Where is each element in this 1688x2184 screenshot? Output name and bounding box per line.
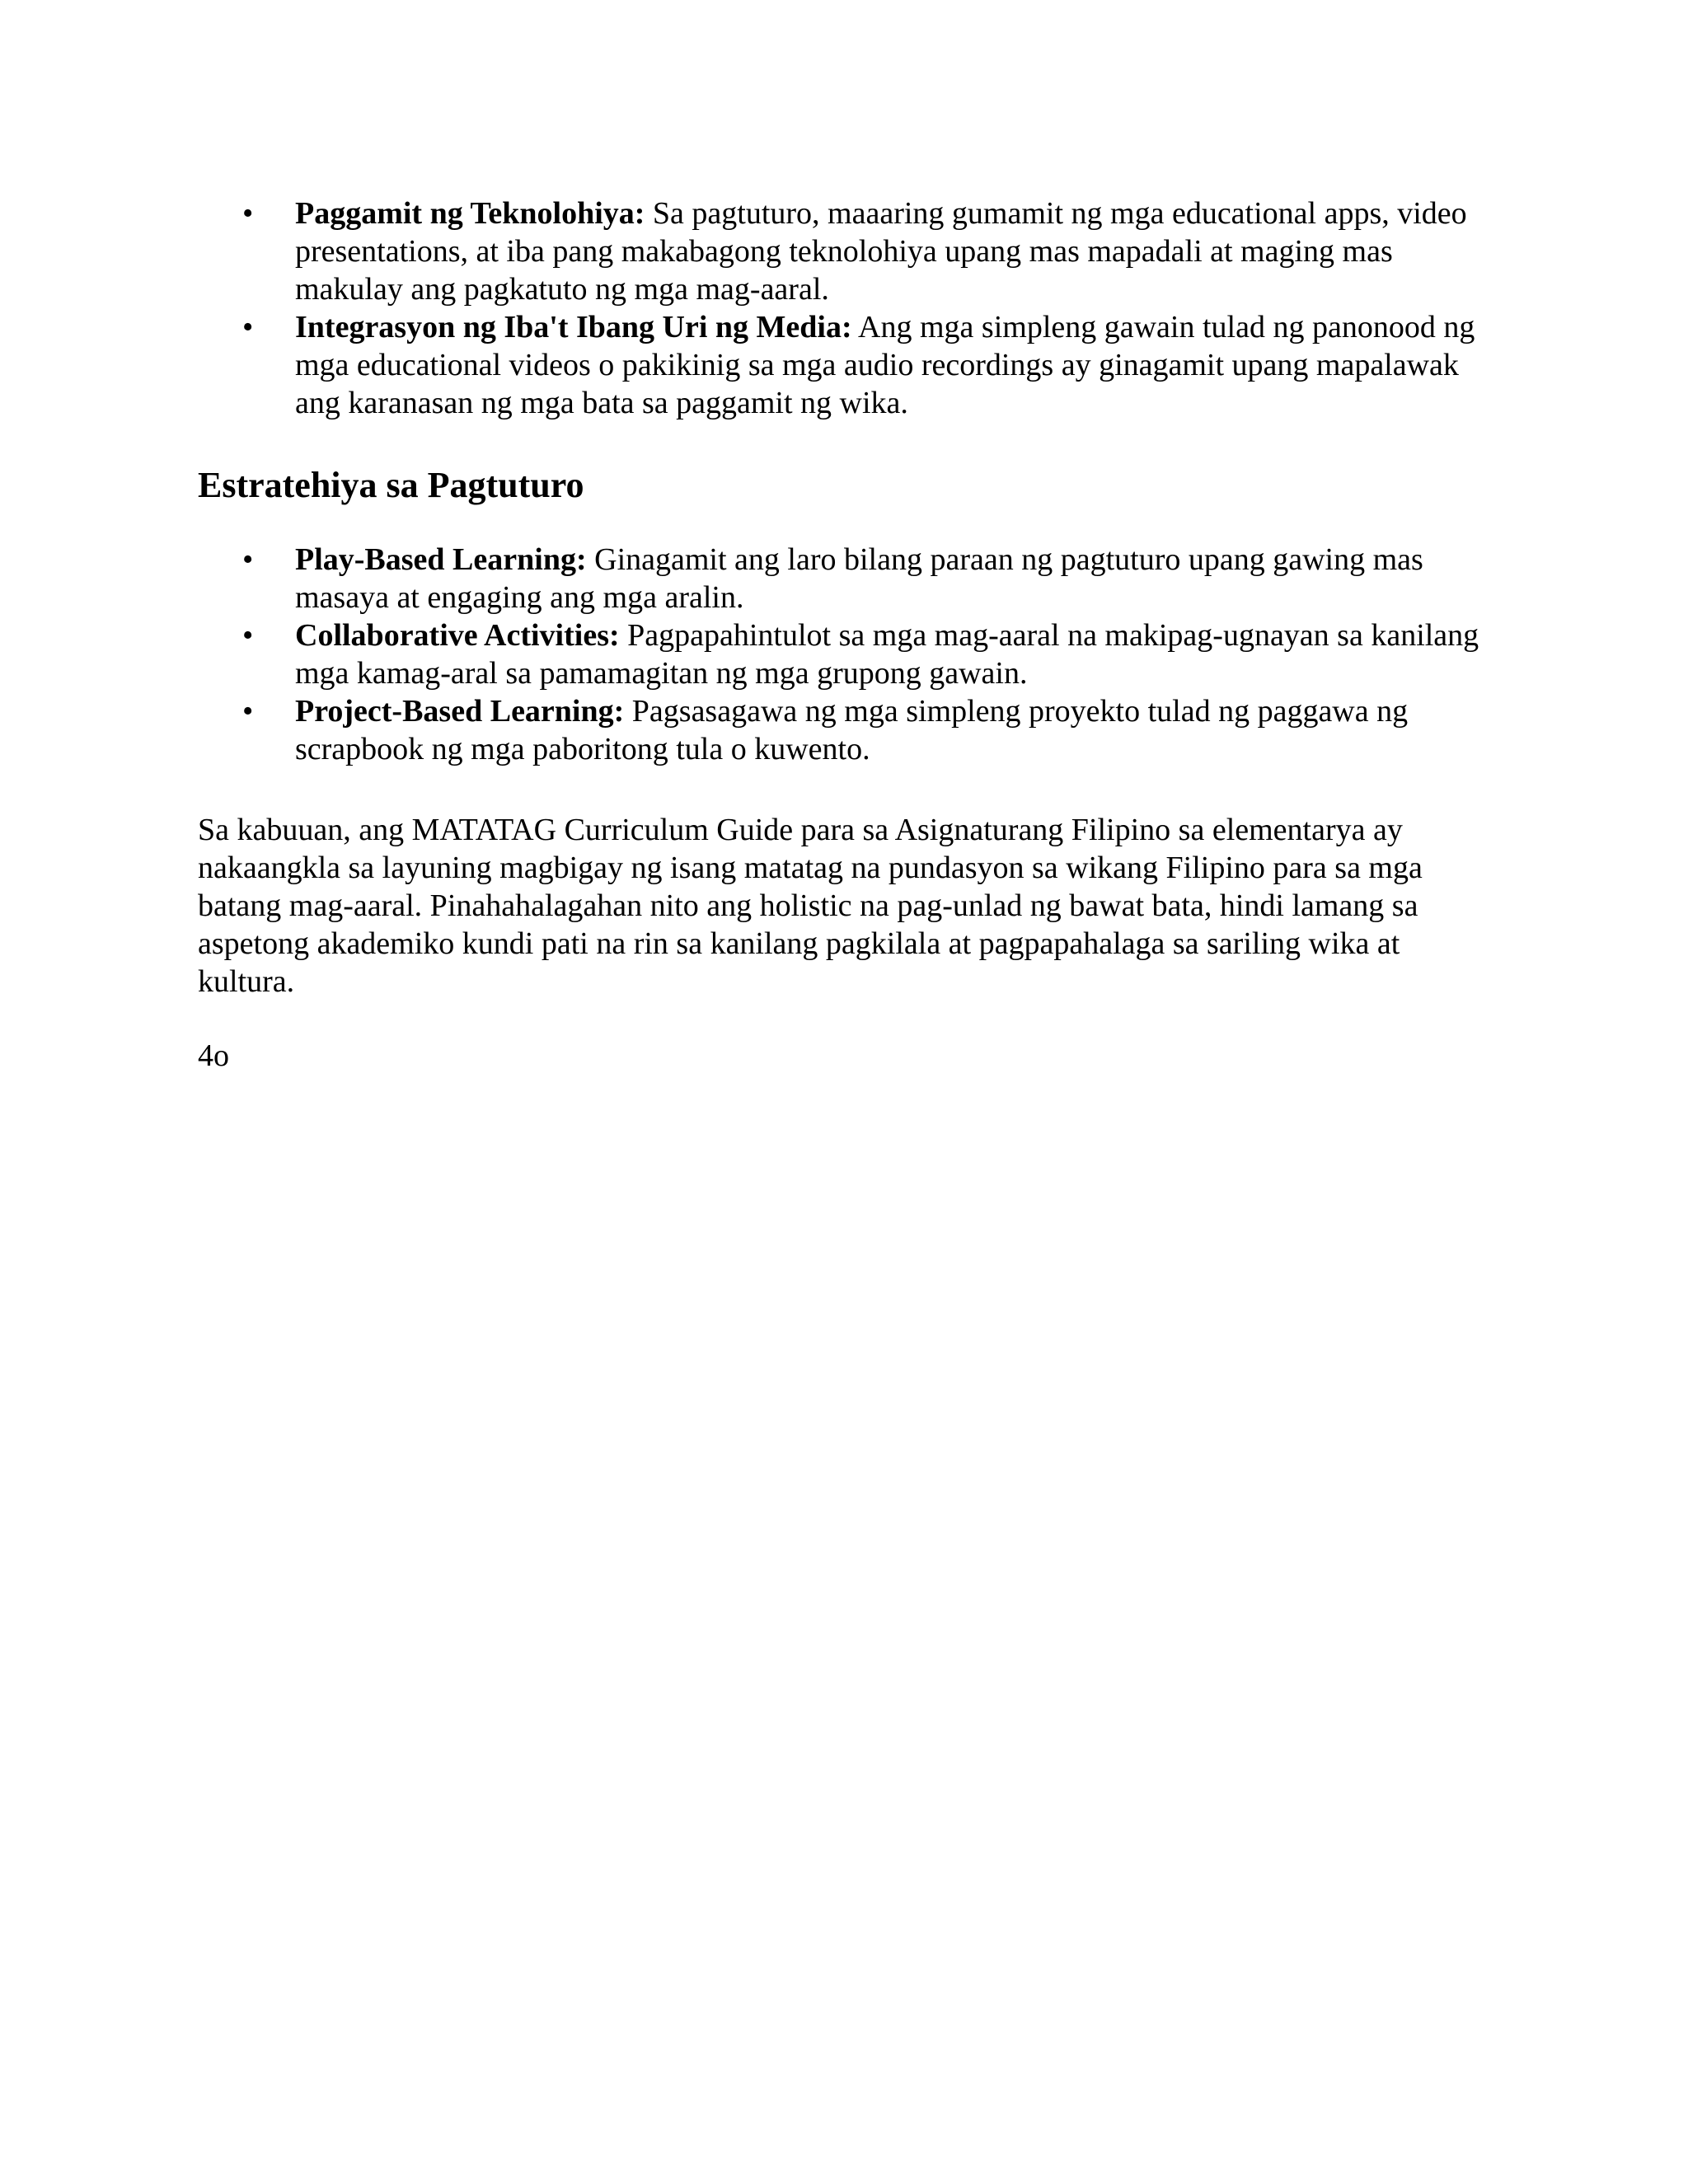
list-item bbox=[198, 194, 1500, 308]
bullet-icon: • bbox=[242, 196, 254, 231]
list-item-text: Pagsasagawa ng mga simpleng proyekto tulad ng paggawa ng scrapbook ng mga paboritong tula o kuwento. bbox=[295, 694, 1409, 766]
list-item-text: Sa pagtuturo, maaaring gumamit ng mga educational apps, video presentations, at iba pang makabagong teknolohiya upang mas mapadali at maging mas makulay ang pagkatuto ng mga mag-aaral. bbox=[295, 196, 1467, 307]
bullet-icon: • bbox=[242, 694, 254, 729]
list-item bbox=[198, 616, 1500, 692]
list-item-text: Ang mga simpleng gawain tulad ng panonood ng mga educational videos o pakikinig sa mga audio recordings ay ginagamit upang mapalawak ang karanasan ng mga bata sa paggamit ng wika. bbox=[295, 310, 1475, 420]
list-item-term: Paggamit ng Teknolohiya: bbox=[295, 196, 645, 231]
list-item-term: Project-Based Learning: bbox=[295, 694, 625, 729]
list-item-term: Integrasyon ng Iba't Ibang Uri ng Media: bbox=[295, 310, 852, 344]
bullet-icon: • bbox=[242, 542, 254, 577]
list-item-text: Pagpapahintulot sa mga mag-aaral na makipag-ugnayan sa kanilang mga kamag-aral sa pamamagitan ng mga grupong gawain. bbox=[295, 618, 1479, 691]
strategy-bullet-list bbox=[198, 541, 1500, 768]
intro-bullet-list bbox=[198, 194, 1500, 422]
list-item bbox=[198, 308, 1500, 422]
list-item bbox=[198, 541, 1500, 616]
bullet-icon: • bbox=[242, 310, 254, 344]
list-item-term: Play-Based Learning: bbox=[295, 542, 587, 577]
page-content bbox=[198, 194, 1500, 1075]
bullet-icon: • bbox=[242, 618, 254, 653]
section-heading: Estratehiya sa Pagtuturo bbox=[198, 465, 584, 505]
list-item-term: Collaborative Activities: bbox=[295, 618, 620, 653]
list-item-text: Ginagamit ang laro bilang paraan ng pagtuturo upang gawing mas masaya at engaging ang mga aralin. bbox=[295, 542, 1423, 615]
summary-paragraph: Sa kabuuan, ang MATATAG Curriculum Guide para sa Asignaturang Filipino sa elementarya ay nakaangkla sa layuning magbigay ng isang matatag na pundasyon sa wikang Filipino para sa mga batang mag-aaral. Pinahahalagahan nito ang holistic na pag-unlad ng bawat bata, hindi lamang sa aspetong akademiko kundi pati na rin sa kanilang pagkilala at pagpapahalaga sa sariling wika at kultura. bbox=[198, 813, 1423, 999]
page-number: 4o bbox=[198, 1038, 229, 1073]
list-item bbox=[198, 692, 1500, 768]
